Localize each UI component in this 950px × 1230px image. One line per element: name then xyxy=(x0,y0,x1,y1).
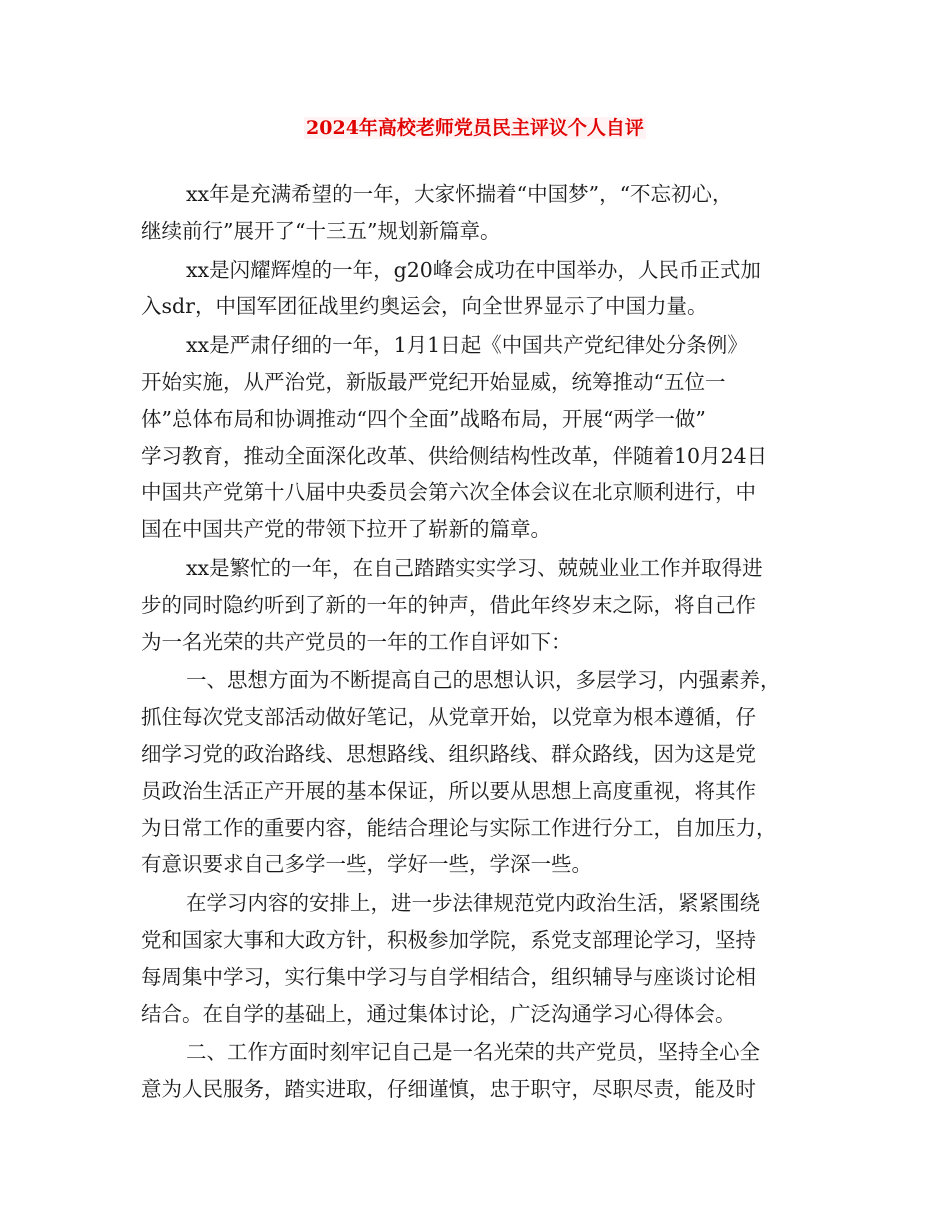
text-line: 细学习党的政治路线、思想路线、组织路线、群众路线，因为这是党 xyxy=(141,741,756,766)
paragraph xyxy=(141,252,809,326)
paragraph xyxy=(141,1034,809,1108)
document-title xyxy=(0,114,950,142)
text-line: xx是闪耀辉煌的一年，g20峰会成功在中国举办，人民币正式加 xyxy=(186,257,761,282)
document-body xyxy=(141,176,809,1110)
text-line: 在学习内容的安排上，进一步法律规范党内政治生活，紧紧围绕 xyxy=(186,891,760,916)
text-line: 员政治生活正产开展的基本保证，所以要从思想上高度重视，将其作 xyxy=(141,778,756,803)
text-line: xx是繁忙的一年，在自己踏踏实实学习、兢兢业业工作并取得进 xyxy=(186,555,763,580)
document-title-text: 2024年高校老师党员民主评议个人自评 xyxy=(306,117,644,139)
text-line: 学习教育，推动全面深化改革、供给侧结构性改革，伴随着10月24日 xyxy=(141,443,768,468)
text-line: 为日常工作的重要内容，能结合理论与实际工作进行分工，自加压力， xyxy=(141,815,777,840)
text-line: 每周集中学习，实行集中学习与自学相结合，组织辅导与座谈讨论相 xyxy=(141,964,756,989)
text-line: 党和国家大事和大政方针，积极参加学院，系党支部理论学习，坚持 xyxy=(141,927,756,952)
text-line: xx年是充满希望的一年，大家怀揣着“中国梦”，“不忘初心， xyxy=(186,182,733,206)
text-line: 中国共产党第十八届中央委员会第六次全体会议在北京顺利进行，中 xyxy=(141,480,756,505)
paragraph xyxy=(141,176,809,250)
paragraph xyxy=(141,662,809,883)
text-line: 二、工作方面时刻牢记自己是一名光荣的共产党员，坚持全心全 xyxy=(186,1040,760,1065)
text-line: 继续前行”展开了“十三五”规划新篇章。 xyxy=(141,218,501,243)
text-line: xx是严肃仔细的一年，1月1日起《中国共产党纪律处分条例》 xyxy=(186,333,748,358)
text-line: 结合。在自学的基础上，通过集体讨论，广泛沟通学习心得体会。 xyxy=(141,1001,736,1026)
text-line: 开始实施，从严治党，新版最严党纪开始显威，统筹推动“五位一 xyxy=(141,369,726,394)
text-line: 国在中国共产党的带领下拉开了崭新的篇章。 xyxy=(141,517,551,542)
text-line: 抓住每次党支部活动做好笔记，从党章开始，以党章为根本遵循，仔 xyxy=(141,705,756,730)
text-line: 步的同时隐约听到了新的一年的钟声，借此年终岁末之际，将自己作 xyxy=(141,592,756,617)
text-line: 一、思想方面为不断提高自己的思想认识，多层学习，内强素养， xyxy=(186,668,781,693)
text-line: 有意识要求自己多学一些，学好一些，学深一些。 xyxy=(141,852,592,877)
text-line: 为一名光荣的共产党员的一年的工作自评如下： xyxy=(141,629,572,654)
paragraph xyxy=(141,885,809,1032)
text-line: 入sdr，中国军团征战里约奥运会，向全世界显示了中国力量。 xyxy=(141,294,708,319)
text-line: 意为人民服务，踏实进取，仔细谨慎，忠于职守，尽职尽责，能及时 xyxy=(141,1077,756,1102)
paragraph xyxy=(141,550,809,660)
paragraph xyxy=(141,327,809,548)
text-line: 体”总体布局和协调推动“四个全面”战略布局，开展“两学一做” xyxy=(141,406,706,431)
